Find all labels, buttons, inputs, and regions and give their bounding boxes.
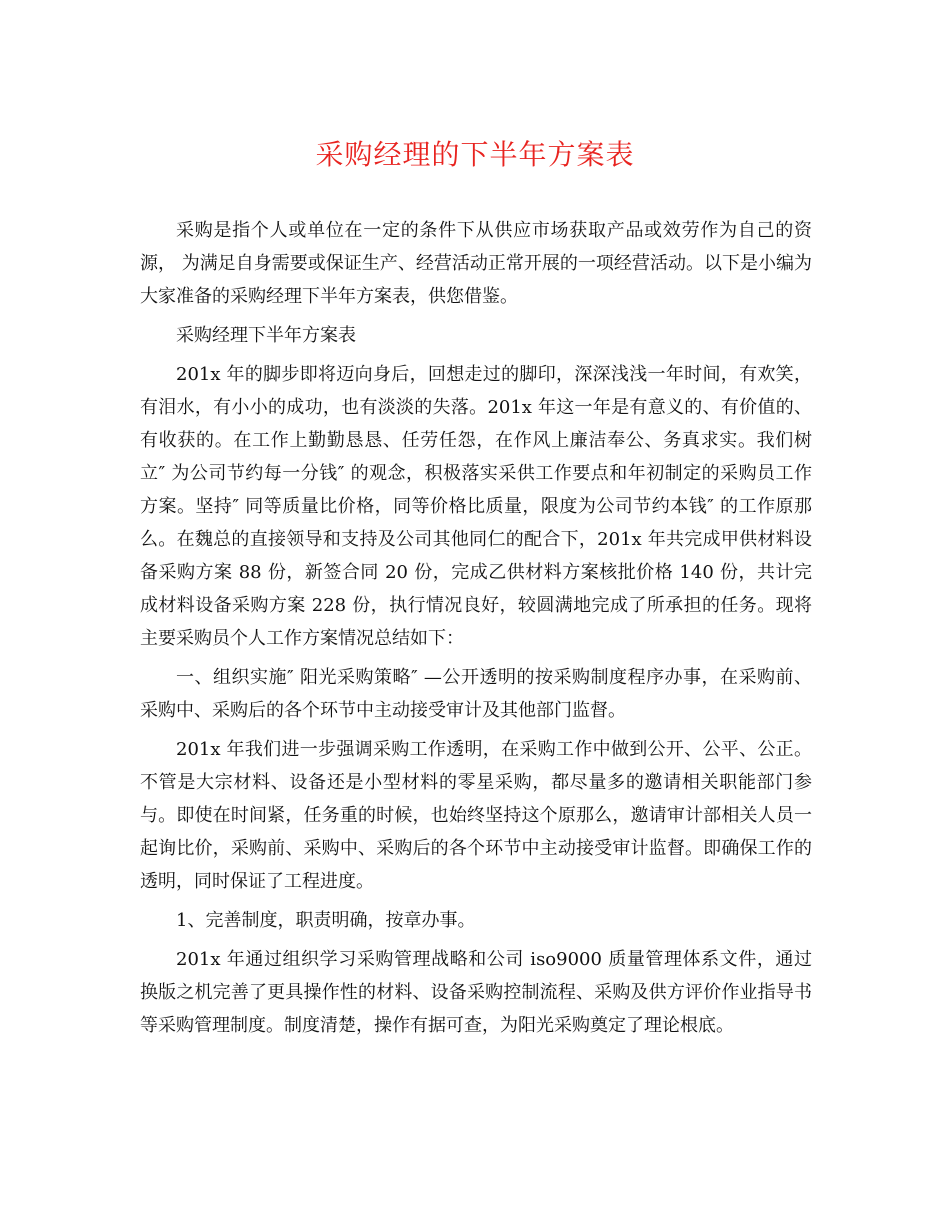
subsection-heading: 1、完善制度，职责明确，按章办事。 — [176, 910, 476, 931]
summary-paragraph: 201x 年的脚步即将迈向身后，回想走过的脚印，深深浅浅一年时间，有欢笑，有泪水，有小小的成功，也有淡淡的失落。201x 年这一年是有意义的、有价值的、有收获的。在工作上勤勤恳恳、任劳任怨，在作风上廉洁奉公、务真求实。我们树立″ 为公司节约每一分钱″ 的观念，积极落实采供工作要点和年初制定的采购员工作方案。坚持″ 同等质量比价格，同等价格比质量，限度为公司节约本钱″ 的工作原那么。在魏总的直接领导和支持及公司其他同仁的配合下，201x 年共完成甲供材料设备采购方案 88 份，新签合同 20 份，完成乙供材料方案核批价格 140 份，共计完成材料设备采购方案 228 份，执行情况良好，较圆满地完成了所承担的任务。现将主要采购员个人工作方案情况总结如下： — [140, 364, 812, 649]
document-body — [140, 214, 812, 1048]
transparency-paragraph: 201x 年我们进一步强调采购工作透明，在采购工作中做到公开、公平、公正。不管是大宗材料、设备还是小型材料的零星采购，都尽量多的邀请相关职能部门参与。即使在时间紧，任务重的时候，也始终坚持这个原那么，邀请审计部相关人员一起询比价，采购前、采购中、采购后的各个环节中主动接受审计监督。即确保工作的透明，同时保证了工程进度。 — [140, 739, 812, 892]
section-heading: 采购经理下半年方案表 — [176, 325, 356, 346]
point-one-paragraph: 一、组织实施″ 阳光采购策略″ —公开透明的按采购制度程序办事，在采购前、采购中、采购后的各个环节中主动接受审计及其他部门监督。 — [140, 667, 812, 721]
intro-paragraph: 采购是指个人或单位在一定的条件下从供应市场获取产品或效劳作为自己的资源， 为满足自身需要或保证生产、经营活动正常开展的一项经营活动。以下是小编为大家准备的采购经理下半年方案表，供您借鉴。 — [140, 220, 812, 307]
system-paragraph: 201x 年通过组织学习采购管理战略和公司 iso9000 质量管理体系文件，通过换版之机完善了更具操作性的材料、设备采购控制流程、采购及供方评价作业指导书等采购管理制度。制度清楚，操作有据可查，为阳光采购奠定了理论根底。 — [140, 949, 812, 1036]
document-title: 采购经理的下半年方案表 — [315, 138, 635, 171]
